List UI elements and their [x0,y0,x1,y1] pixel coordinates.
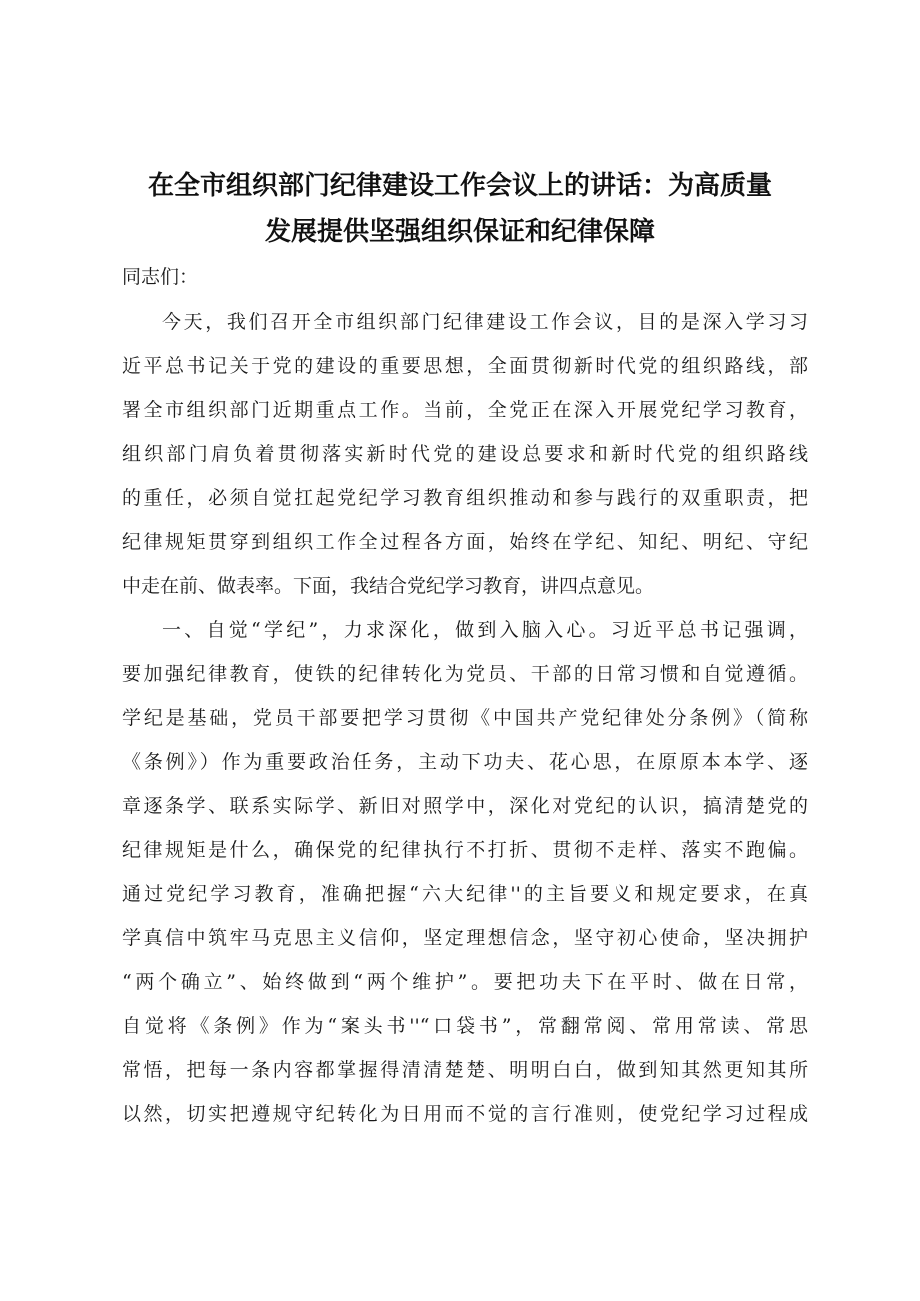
document-title-line-1: 在全市组织部门纪律建设工作会议上的讲话：为高质量 [147,171,772,201]
paragraph-2-line: “两个确立”、始终做到“两个维护”。要把功夫下在平时、做在日常， [122,971,808,993]
document-title-line-2: 发展提供坚强组织保证和纪律保障 [264,217,655,247]
paragraph-2-line: 《条例》）作为重要政治任务，主动下功夫、花心思，在原原本本学、逐 [122,751,808,773]
paragraph-1-line: 的重任，必须自觉扛起党纪学习教育组织推动和参与践行的双重职责，把 [122,487,808,509]
paragraph-1-line: 署全市组织部门近期重点工作。当前，全党正在深入开展党纪学习教育， [122,399,808,421]
paragraph-2-line: 自觉将《条例》作为“案头书''“口袋书”，常翻常阅、常用常读、常思 [122,1015,808,1037]
paragraph-1-line: 组织部门肩负着贯彻落实新时代党的建设总要求和新时代党的组织路线 [122,443,808,465]
salutation: 同志们： [122,266,199,288]
paragraph-2-line: 纪律规矩是什么，确保党的纪律执行不打折、贯彻不走样、落实不跑偏。 [122,839,808,861]
paragraph-2-line: 常悟，把每一条内容都掌握得清清楚楚、明明白白，做到知其然更知其所 [122,1059,808,1081]
paragraph-1-line: 纪律规矩贯穿到组织工作全过程各方面，始终在学纪、知纪、明纪、守纪 [122,531,808,553]
paragraph-1-line: 近平总书记关于党的建设的重要思想，全面贯彻新时代党的组织路线，部 [122,355,808,377]
paragraph-1-line: 中走在前、做表率。下面，我结合党纪学习教育，讲四点意见。 [122,575,655,597]
paragraph-2-line: 学真信中筑牢马克思主义信仰，坚定理想信念，坚守初心使命，坚决拥护 [122,927,808,949]
paragraph-2-line: 一、自觉“学纪”，力求深化，做到入脑入心。习近平总书记强调， [162,619,808,641]
paragraph-2-line: 要加强纪律教育，使铁的纪律转化为党员、干部的日常习惯和自觉遵循。 [122,663,808,685]
paragraph-2-line: 章逐条学、联系实际学、新旧对照学中，深化对党纪的认识，搞清楚党的 [122,795,808,817]
paragraph-2-line: 以然，切实把遵规守纪转化为日用而不觉的言行准则，使党纪学习过程成 [122,1103,808,1125]
paragraph-2-line: 学纪是基础，党员干部要把学习贯彻《中国共产党纪律处分条例》（简称 [122,707,808,729]
paragraph-2-line: 通过党纪学习教育，准确把握“六大纪律''的主旨要义和规定要求，在真 [122,883,808,905]
paragraph-1-line: 今天，我们召开全市组织部门纪律建设工作会议，目的是深入学习习 [162,311,808,333]
